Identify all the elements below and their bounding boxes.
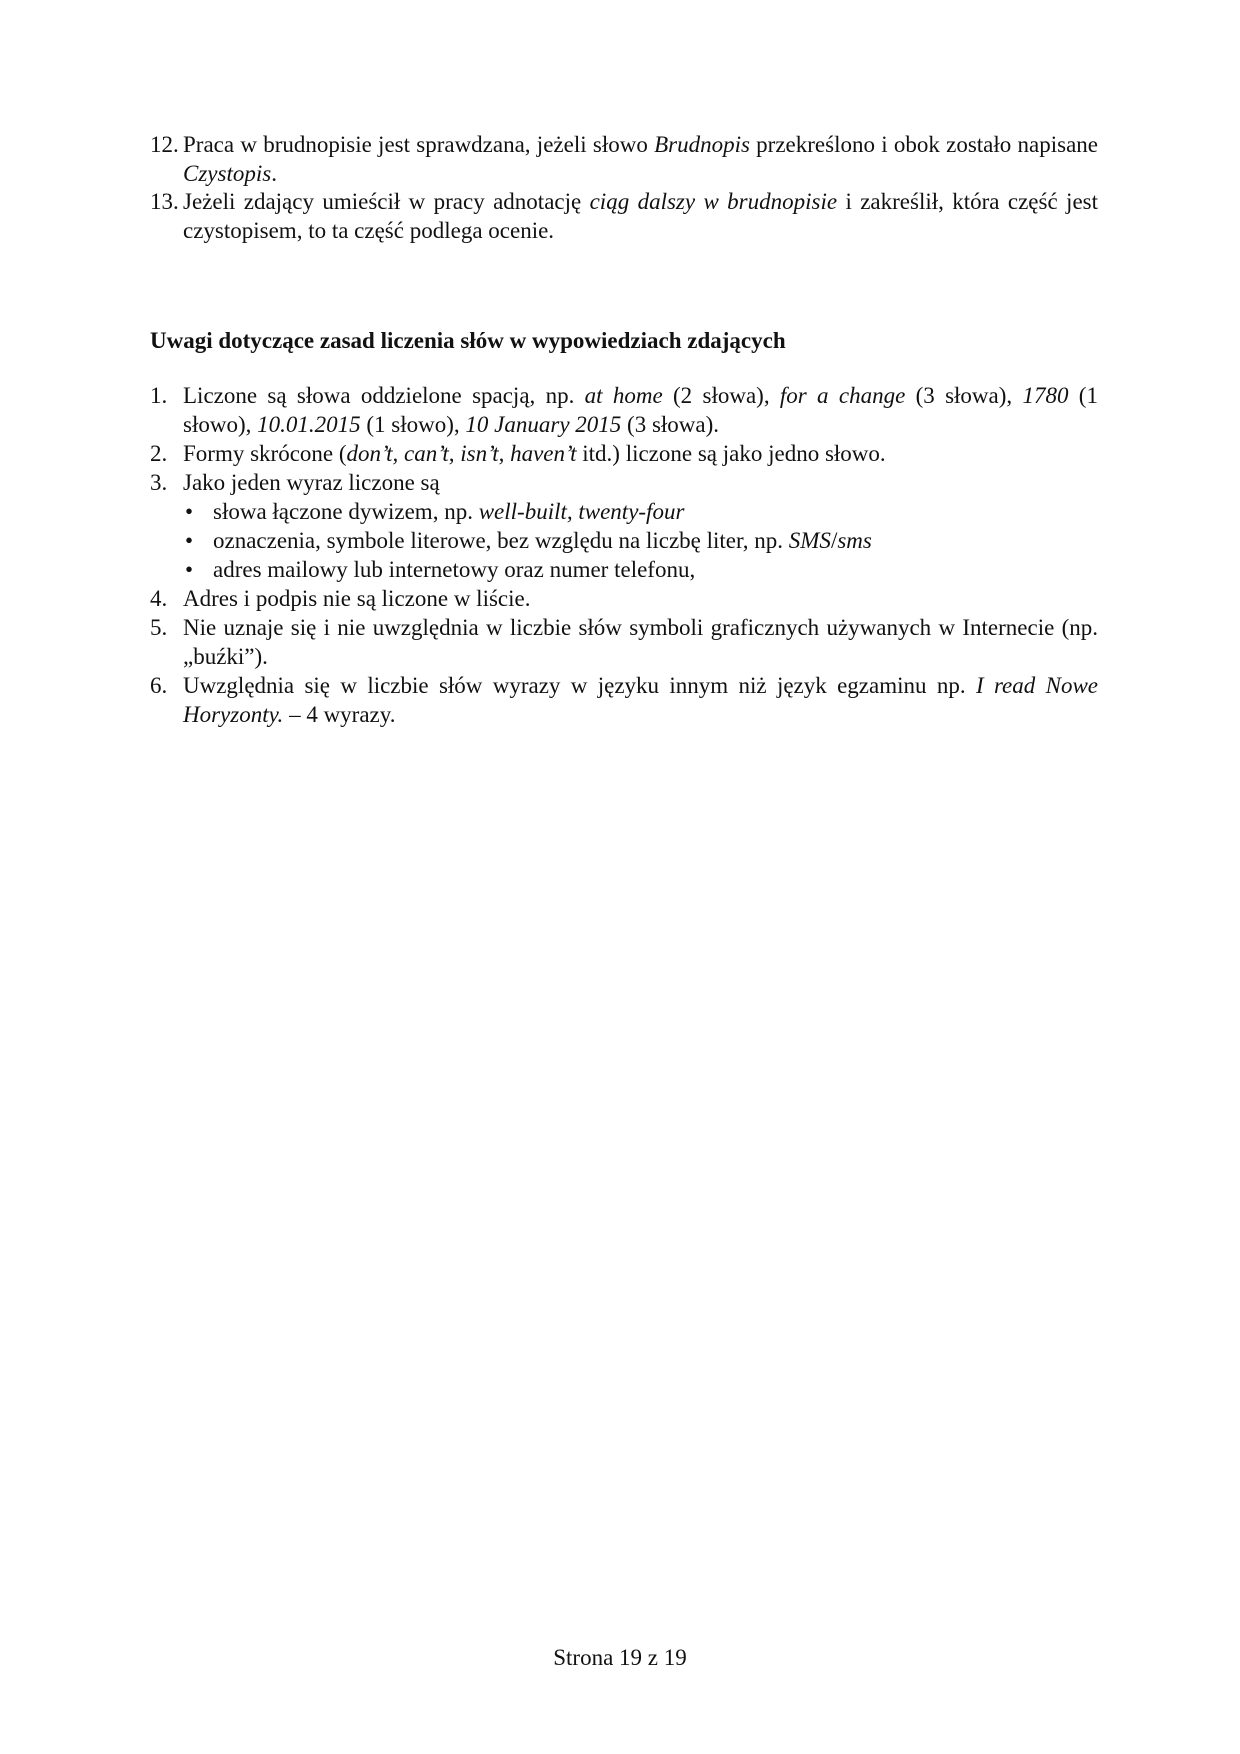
item-text bbox=[183, 130, 1098, 188]
item-text-part: . bbox=[271, 161, 277, 186]
item-text-part: itd.) liczone są jako jedno słowo. bbox=[576, 441, 886, 466]
item-text-part: (3 słowa), bbox=[905, 383, 1023, 408]
item-text-part: (1 słowo), bbox=[183, 383, 1098, 437]
item-text-part: Uwzględnia się w liczbie słów wyrazy w języku innym niż język egzaminu np. bbox=[183, 673, 976, 698]
item-text-emphasis: Brudnopis bbox=[654, 132, 750, 157]
list-item bbox=[150, 187, 1098, 245]
item-text: Nie uznaje się i nie uwzględnia w liczbie słów symboli graficznych używanych w Internecie (np. „buźki”). bbox=[183, 615, 1098, 669]
item-text-part: oznaczenia, symbole literowe, bez względu na liczbę liter, np. bbox=[213, 528, 789, 553]
item-number: 5. bbox=[150, 615, 168, 640]
item-text-emphasis: don’t, can’t, isn’t, haven’t bbox=[346, 441, 577, 466]
bullet-icon: • bbox=[185, 499, 194, 524]
bullet-item bbox=[183, 526, 1098, 555]
item-text bbox=[183, 381, 1098, 439]
section-heading: Uwagi dotyczące zasad liczenia słów w wypowiedziach zdających bbox=[150, 328, 786, 353]
rules-list bbox=[150, 381, 1098, 729]
bullet-item bbox=[183, 555, 1098, 584]
item-text bbox=[183, 187, 1098, 245]
item-number: 6. bbox=[150, 673, 168, 698]
top-list bbox=[150, 130, 1098, 245]
item-text-part: Praca w brudnopisie jest sprawdzana, jeżeli słowo bbox=[183, 132, 655, 157]
item-text-emphasis: 10 January 2015 bbox=[465, 412, 622, 437]
item-text bbox=[183, 439, 1098, 468]
item-text-part: / bbox=[830, 528, 838, 553]
bullet-icon: • bbox=[185, 528, 194, 553]
item-text-emphasis: 1780 bbox=[1022, 383, 1069, 408]
item-text-emphasis: sms bbox=[837, 528, 872, 553]
bullet-text bbox=[213, 497, 1098, 526]
bullet-item bbox=[183, 497, 1098, 526]
item-text-emphasis: I read Nowe Horyzonty. bbox=[183, 673, 1098, 727]
item-number: 12. bbox=[150, 132, 179, 157]
item-text-part: Jeżeli zdający umieścił w pracy adnotację bbox=[183, 189, 590, 214]
item-number: 2. bbox=[150, 441, 168, 466]
page-footer: Strona 19 z 19 bbox=[553, 1645, 687, 1670]
item-text-part: przekreślono i obok zostało napisane bbox=[749, 132, 1098, 157]
item-text-emphasis: 10.01.2015 bbox=[257, 412, 361, 437]
list-item bbox=[150, 130, 1098, 188]
item-text-part: słowa łączone dywizem, np. bbox=[213, 499, 479, 524]
item-text-part: (1 słowo), bbox=[360, 412, 466, 437]
bullet-text bbox=[213, 526, 1098, 555]
bullet-text: adres mailowy lub internetowy oraz numer telefonu, bbox=[213, 557, 696, 582]
rule-item bbox=[150, 613, 1098, 671]
item-text-part: – 4 wyrazy. bbox=[283, 702, 396, 727]
rule-item bbox=[150, 468, 1098, 497]
item-text-part: Liczone są słowa oddzielone spacją, np. bbox=[183, 383, 585, 408]
item-number: 1. bbox=[150, 383, 168, 408]
item-text-part: Formy skrócone ( bbox=[183, 441, 347, 466]
rule-item bbox=[150, 671, 1098, 729]
item-text-part: (3 słowa). bbox=[621, 412, 720, 437]
item-number: 4. bbox=[150, 586, 168, 611]
item-number: 13. bbox=[150, 189, 179, 214]
item-text-emphasis: at home bbox=[584, 383, 663, 408]
rule-item bbox=[150, 439, 1098, 468]
item-text-emphasis: well-built, twenty-four bbox=[478, 499, 685, 524]
item-text bbox=[183, 671, 1098, 729]
rule-item bbox=[150, 584, 1098, 613]
item-text: Adres i podpis nie są liczone w liście. bbox=[183, 586, 531, 611]
item-text-emphasis: for a change bbox=[779, 383, 906, 408]
item-number: 3. bbox=[150, 470, 168, 495]
item-text-part: i zakreślił, która część jest czystopisem, to ta część podlega ocenie. bbox=[183, 189, 1098, 243]
item-text-emphasis: SMS bbox=[788, 528, 831, 553]
bullet-icon: • bbox=[185, 557, 194, 582]
rule-item bbox=[150, 381, 1098, 439]
item-text: Jako jeden wyraz liczone są bbox=[183, 470, 440, 495]
item-text-emphasis: ciąg dalszy w brudnopisie bbox=[589, 189, 838, 214]
item-text-emphasis: Czystopis bbox=[183, 161, 272, 186]
item-text-part: (2 słowa), bbox=[662, 383, 780, 408]
